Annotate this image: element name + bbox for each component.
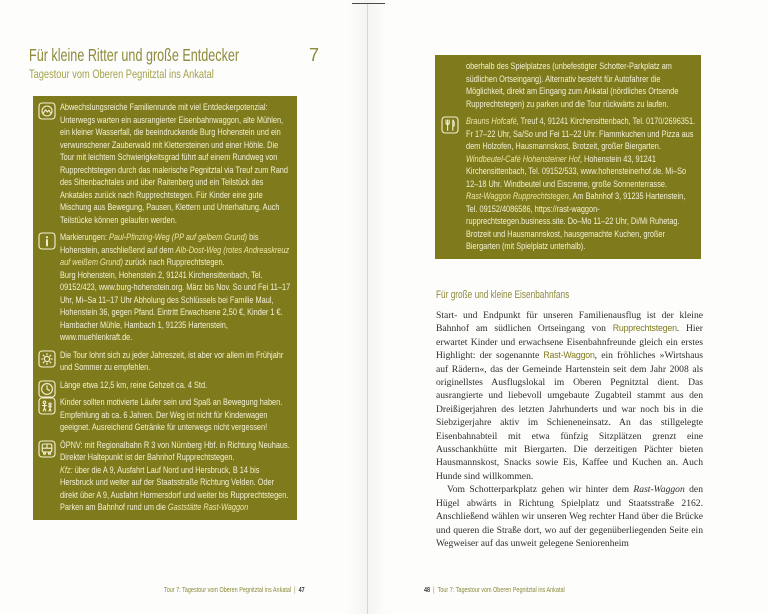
page-footer: [424, 585, 565, 594]
section-heading: Für große und kleine Eisenbahnfans: [436, 289, 570, 301]
restaurant-details: , Treuf 4, 91241 Kirchensittenbach, Tel. 0170/2696351. Fr 17–22 Uhr, Sa/So und Fei 11–22 Uhr. Flammkuchen und Pizza aus dem Holzofen, Hausmannskost, Brotzeit, großer Biergarten.: [466, 116, 696, 151]
info-item-text: [60, 231, 290, 344]
tour-number: 7: [309, 45, 320, 65]
markings-text-2: zurück nach Rupprechtstegen.: [122, 257, 225, 267]
venue-name: Rast-Waggon: [633, 484, 685, 496]
running-title: Tour 7: Tagestour vom Oberen Pegnitztal ins Ankatal: [164, 585, 292, 594]
children-text: Kinder sollten motivierte Läufer sein und Spaß an Bewegung haben. Empfehlung ab ca. 6 Jahren. Der Weg ist nicht für Kinderwagen geeignet. Ausreichend Getränke für unterwegs nicht vergessen!: [60, 397, 283, 432]
public-transport-text: ÖPNV: mit Regionalbahn R 3 von Nürnberg Hbf. in Richtung Neuhaus. Direkter Haltepunkt ist der Bahnhof Rupprechtstegen.: [60, 439, 290, 462]
car-paragraph: [60, 464, 290, 514]
car-parking-place: Gaststätte Rast-Waggon: [167, 502, 249, 512]
body-text-run: den Hügel abwärts in Richtung Spielplatz und Staatsstraße 2162. Anschließend wählen wir unseren Weg rechter Hand über die Brücke und queren die Straße dort, wo auf der gegenüberliegenden Seite ein Wegweiser auf das unweit gelegene Seniorenheim: [436, 484, 703, 549]
body-paragraph: [436, 309, 703, 483]
duration-icon: [38, 380, 56, 398]
page-footer: [164, 585, 305, 594]
info-box: [33, 96, 297, 520]
highlighted-place: Rupprechtstegen: [612, 323, 677, 334]
running-title: Tour 7: Tagestour vom Oberen Pegnitztal ins Ankatal: [437, 585, 565, 594]
body-text-run: . Hier erwartet Kinder und erwachsene Eisenbahnfreunde gleich ein erstes Highlight: der sogenannte: [436, 323, 703, 362]
info-item-text: [466, 60, 696, 110]
markings-paragraph: [60, 231, 290, 269]
restaurant-entry: [466, 115, 696, 153]
page-number: 48: [424, 585, 431, 594]
info-item-food: [435, 115, 701, 253]
children-icon: [38, 397, 56, 415]
info-item-length: [33, 379, 297, 392]
info-item-text: [60, 349, 290, 374]
info-item-season: [33, 349, 297, 374]
overview-text: Abwechslungsreiche Familienrunde mit viel Entdeckerpotenzial: Unterwegs warten ein ausrangierter Eisenbahnwaggon, alte Mühlen, ein kleiner Wasserfall, die beeindruckende Burg Hohenstein und ein verwunschener Zauberwald mit Klettersteinen und einer Höhle. Die Tour mit leichtem Schwierigkeitsgrad führt auf einem Rundweg von Rupprechtstegen durch das malerische Pegnitztal via Treuf zum Rand des Sittenbachtales und über Raitenberg und ein Teilstück des Ankatales zurück nach Rupprechtstegen. Für Kinder eine gute Mischung aus Bewegung, Pausen, Klettern und Unterhaltung. Auch Teilstücke können gelaufen werden.: [60, 102, 288, 225]
markings-label: Markierungen:: [60, 232, 110, 242]
info-item-text: [466, 115, 696, 253]
season-text: Die Tour lohnt sich zu jeder Jahreszeit, ist aber vor allem im Frühjahr und Sommer zu empfehlen.: [60, 349, 284, 372]
markings-text-1: bis Hohenstein, anschließend auf dem: [60, 232, 259, 255]
restaurant-name: Windbeutel-Café Hohensteiner Hof: [466, 153, 580, 164]
footer-separator: |: [433, 585, 435, 594]
body-paragraph: [436, 483, 703, 550]
body-text-run: Vom Schotterparkplatz gehen wir hinter dem: [447, 484, 634, 496]
restaurant-name: Rast-Waggon Rupprechtstegen: [466, 191, 569, 201]
info-item-children: [33, 396, 297, 434]
restaurant-details: , Hohenstein 43, 91241 Kirchensittenbach, Tel. 09152/533, www.hohensteinerhof.de. Mi–So 12–18 Uhr. Windbeutel und Eiscreme, große Sonnenterrasse.: [466, 153, 687, 189]
highlighted-venue: Rast-Waggon: [543, 350, 595, 361]
info-item-text: [60, 439, 290, 514]
tour-subtitle: Tagestour vom Oberen Pegnitztal ins Ankatal: [29, 67, 214, 81]
markings-route-1: Paul-Pfinzing-Weg (PP auf gelbem Grund): [109, 232, 248, 242]
info-icon: [38, 232, 56, 250]
car-label: Kfz:: [60, 464, 73, 475]
restaurant-entry: [466, 190, 696, 253]
markings-route-2: Alb-Dost-Weg (rotes Andreaskreuz auf weißem Grund): [60, 244, 290, 267]
parking-continued-text: oberhalb des Spielplatzes (unbefestigter Schotter-Parkplatz am südlichen Ortseingang). Alternativ besteht für Autofahrer die Möglichkeit, direkt am Eingang zum Ankatal (nördliches Ortsende Rupprechtstegen) zu parken und die Tour rückwärts zu laufen.: [466, 61, 679, 109]
page-number: 47: [298, 585, 305, 594]
body-text: [436, 309, 703, 550]
restaurant-details: , Am Bahnhof 3, 91235 Hartenstein, Tel. 09152/4086586, https://rast-waggon-rupprechtstegen.business.site. Do–Mo 11–22 Uhr, Di/Mi Ruhetag. Brotzeit und Hausmannskost, hausgemachte Kuchen, großer Biergarten (mit Spielplatz unterhalb).: [466, 191, 686, 251]
season-icon: [38, 350, 56, 368]
mill-info: Hambacher Mühle, Hambach 1, 91235 Hartenstein, www.muehlenkraft.de.: [60, 319, 228, 342]
restaurant-name: Brauns Hofcafé: [466, 116, 517, 126]
castle-info: Burg Hohenstein, Hohenstein 2, 91241 Kirchensittenbach, Tel. 09152/423, www.burg-hohenstein.org. März bis Nov. So und Fei 11–17 Uhr, Mi–Sa 11–17 Uhr Abholung des Schlüssels bei Familie Maul, Hohenstein 36, gegen Pfand. Eintritt Erwachsene 2,50 €, Kinder 1 €.: [60, 269, 291, 317]
info-item-text: [60, 396, 290, 434]
info-item-transport: [33, 439, 297, 514]
info-box-continued: [435, 55, 701, 259]
info-item-details: [33, 231, 297, 344]
body-text-run: Start- und Endpunkt für unseren Familienausflug ist der kleine Bahnhof am südlichen Ortseingang von: [436, 310, 703, 335]
car-text: über die A 9, Ausfahrt Lauf Nord und Hersbruck, B 14 bis Hersbruck und weiter auf der Staatsstraße Richtung Velden. Oder direkt über A 9, Ausfahrt Hormersdorf und weiter bis Rupprechtstegen. Parken am Bahnhof rund um die: [60, 464, 289, 512]
info-item-text: [60, 101, 290, 226]
left-page: [0, 0, 367, 614]
info-item-parking-continued: [435, 60, 701, 110]
length-text: Länge etwa 12,5 km, reine Gehzeit ca. 4 Std.: [60, 379, 208, 390]
tour-character-icon: [38, 102, 56, 120]
transport-icon: [38, 440, 56, 458]
footer-separator: |: [294, 585, 296, 594]
info-item-overview: [33, 101, 297, 226]
body-text-run: , ein fröhliches »Wirtshaus auf Rädern«, das der Gemeinde Hartenstein seit dem Jahr 2008 als originellstes Ausflugslokal im Oberen Pegnitztal dient. Das ausrangierte und liebevoll umgebaute Zugabteil stammt aus den Dreißigerjahren des letzten Jahrhunderts und war noch bis in die Siebzigerjahre aktiv im Schieneneinsatz. An das stillgelegte Eisenbahnabteil mit etwa fünfzig Sitzplätzen grenzt eine Ausschankhütte mit Biergarten. Die derzeitigen Pächter bieten Hausmannskost, Snacks sowie Eis, Kaffee und Kuchen an. Auch Hunde sind willkommen.: [436, 350, 703, 482]
right-page: [368, 0, 768, 614]
tour-title: Für kleine Ritter und große Entdecker: [29, 45, 240, 65]
restaurant-entry: [466, 153, 696, 191]
info-item-text: [60, 379, 290, 392]
restaurant-icon: [441, 116, 459, 134]
